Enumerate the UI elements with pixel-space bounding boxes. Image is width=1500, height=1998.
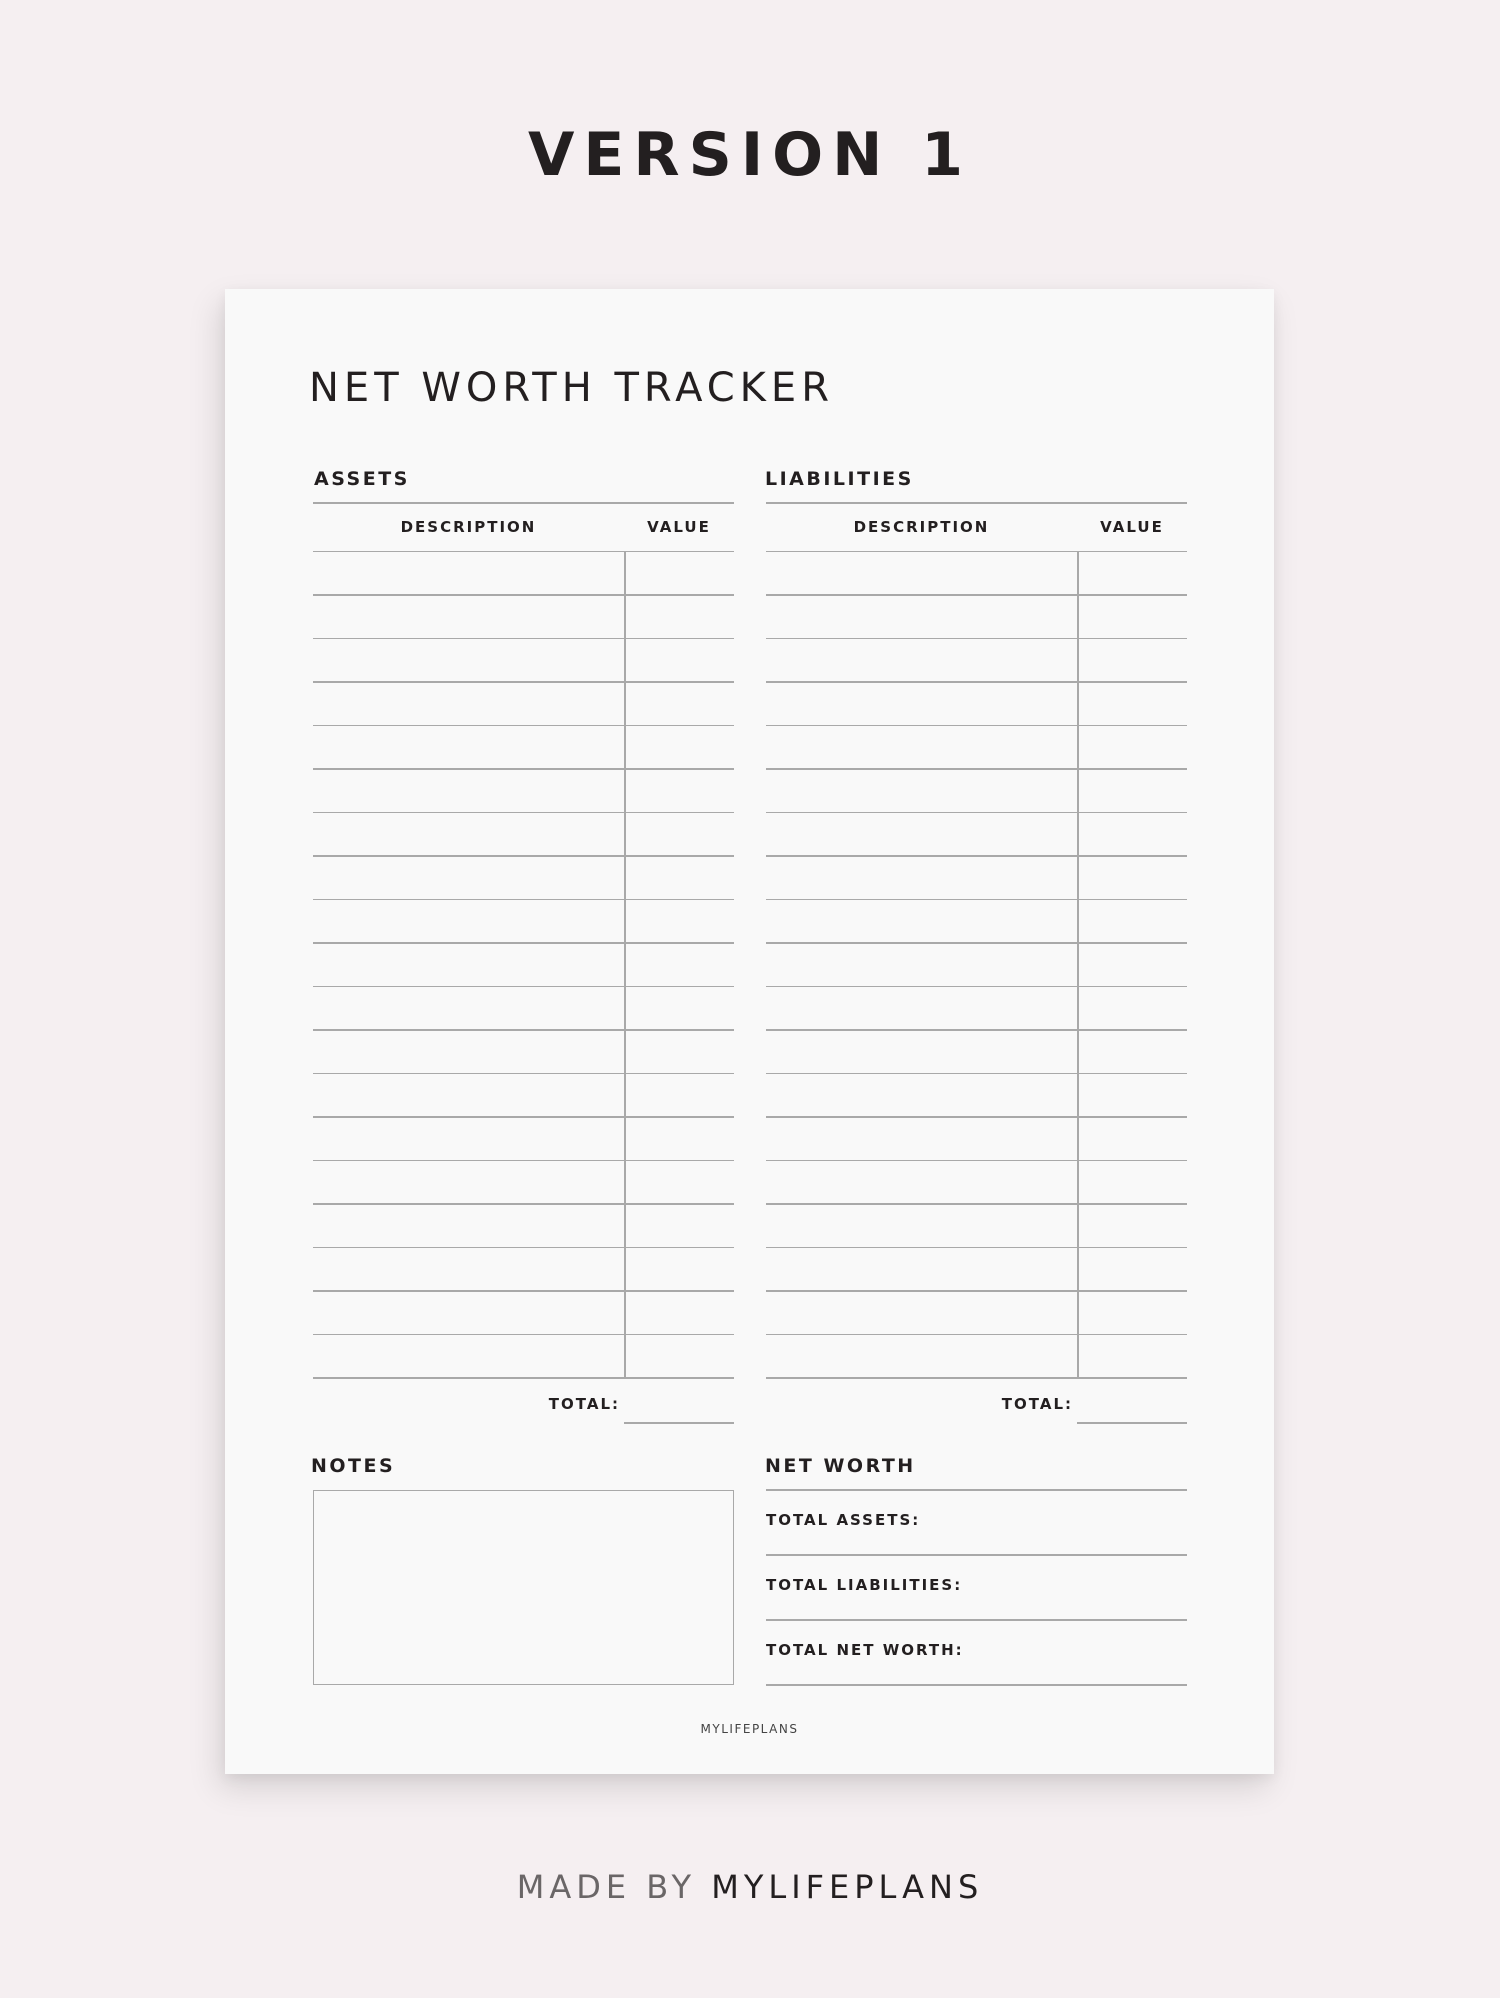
liabilities-row-value-cell[interactable] [1080,553,1187,594]
liabilities-total-line[interactable] [1077,1422,1187,1424]
total-liabilities-line[interactable] [766,1619,1187,1621]
liabilities-row-description-cell[interactable] [766,1336,1075,1377]
liabilities-description-header: DESCRIPTION [853,518,990,536]
assets-value-header: VALUE [647,518,711,536]
notes-heading: NOTES [311,1455,396,1477]
liabilities-row-value-cell[interactable] [1080,1118,1187,1159]
assets-row-value-cell[interactable] [627,1118,734,1159]
liabilities-row-value-cell[interactable] [1080,683,1187,724]
assets-row-value-cell[interactable] [627,988,734,1029]
liabilities-row-description-cell[interactable] [766,683,1075,724]
assets-row-description-cell[interactable] [313,553,622,594]
net-worth-heading: NET WORTH [765,1455,916,1477]
assets-row-value-cell[interactable] [627,1162,734,1203]
liabilities-row-description-cell[interactable] [766,814,1075,855]
assets-row-value-cell[interactable] [627,814,734,855]
liabilities-row-value-cell[interactable] [1080,1292,1187,1333]
assets-row-description-cell[interactable] [313,1336,622,1377]
liabilities-column-divider [1077,551,1079,1377]
assets-row-description-cell[interactable] [313,770,622,811]
assets-row-description-cell[interactable] [313,857,622,898]
liabilities-row-description-cell[interactable] [766,1205,1075,1246]
net-worth-top-rule [766,1489,1187,1491]
liabilities-row-description-cell[interactable] [766,944,1075,985]
planner-sheet [225,289,1274,1774]
liabilities-row-value-cell[interactable] [1080,770,1187,811]
liabilities-row-value-cell[interactable] [1080,988,1187,1029]
assets-total-line[interactable] [624,1422,734,1424]
assets-row-rule [313,1377,734,1379]
liabilities-row-value-cell[interactable] [1080,1162,1187,1203]
assets-row-value-cell[interactable] [627,596,734,637]
liabilities-row-value-cell[interactable] [1080,727,1187,768]
liabilities-row-value-cell[interactable] [1080,1205,1187,1246]
liabilities-row-value-cell[interactable] [1080,857,1187,898]
liabilities-row-description-cell[interactable] [766,770,1075,811]
assets-row-description-cell[interactable] [313,1292,622,1333]
liabilities-row-rule [766,1377,1187,1379]
liabilities-table [766,502,1187,1377]
liabilities-row-description-cell[interactable] [766,727,1075,768]
assets-row-value-cell[interactable] [627,770,734,811]
liabilities-header-top-rule [766,502,1187,504]
assets-row-description-cell[interactable] [313,1118,622,1159]
liabilities-row-value-cell[interactable] [1080,901,1187,942]
assets-row-value-cell[interactable] [627,901,734,942]
assets-row-description-cell[interactable] [313,640,622,681]
assets-row-value-cell[interactable] [627,727,734,768]
net-worth-summary [766,1489,1187,1685]
made-by-brand: MYLIFEPLANS [711,1868,984,1906]
assets-row-description-cell[interactable] [313,1205,622,1246]
assets-row-value-cell[interactable] [627,640,734,681]
assets-row-description-cell[interactable] [313,944,622,985]
assets-table [313,502,734,1377]
liabilities-row-value-cell[interactable] [1080,944,1187,985]
liabilities-row-description-cell[interactable] [766,1118,1075,1159]
liabilities-row-value-cell[interactable] [1080,814,1187,855]
assets-row-value-cell[interactable] [627,1075,734,1116]
liabilities-row-description-cell[interactable] [766,857,1075,898]
liabilities-row-description-cell[interactable] [766,1075,1075,1116]
assets-row-value-cell[interactable] [627,553,734,594]
assets-row-value-cell[interactable] [627,1292,734,1333]
liabilities-row-value-cell[interactable] [1080,1336,1187,1377]
assets-row-description-cell[interactable] [313,901,622,942]
assets-total-label: TOTAL: [548,1395,620,1413]
assets-row-description-cell[interactable] [313,988,622,1029]
assets-description-header: DESCRIPTION [400,518,537,536]
assets-row-description-cell[interactable] [313,596,622,637]
liabilities-row-value-cell[interactable] [1080,640,1187,681]
liabilities-row-description-cell[interactable] [766,988,1075,1029]
assets-header-top-rule [313,502,734,504]
total-assets-label: TOTAL ASSETS: [766,1511,921,1529]
assets-row-description-cell[interactable] [313,1162,622,1203]
liabilities-row-value-cell[interactable] [1080,1031,1187,1072]
total-liabilities-label: TOTAL LIABILITIES: [766,1576,963,1594]
liabilities-row-description-cell[interactable] [766,596,1075,637]
assets-column-divider [624,551,626,1377]
liabilities-row-description-cell[interactable] [766,1031,1075,1072]
liabilities-row-description-cell[interactable] [766,1249,1075,1290]
liabilities-row-description-cell[interactable] [766,553,1075,594]
liabilities-row-value-cell[interactable] [1080,1075,1187,1116]
page-title: NET WORTH TRACKER [309,365,834,411]
assets-row-value-cell[interactable] [627,1031,734,1072]
assets-row-value-cell[interactable] [627,683,734,724]
liabilities-row-value-cell[interactable] [1080,596,1187,637]
made-by-caption [0,1868,1500,1906]
liabilities-row-description-cell[interactable] [766,901,1075,942]
total-assets-line[interactable] [766,1554,1187,1556]
assets-row-description-cell[interactable] [313,1075,622,1116]
assets-row-description-cell[interactable] [313,814,622,855]
liabilities-row-description-cell[interactable] [766,1292,1075,1333]
assets-row-value-cell[interactable] [627,1249,734,1290]
assets-row-value-cell[interactable] [627,1205,734,1246]
liabilities-value-header: VALUE [1100,518,1164,536]
total-net-worth-line[interactable] [766,1684,1187,1686]
made-by-prefix: MADE BY [516,1868,697,1906]
assets-row-value-cell[interactable] [627,1336,734,1377]
liabilities-row-description-cell[interactable] [766,640,1075,681]
liabilities-row-value-cell[interactable] [1080,1249,1187,1290]
assets-row-description-cell[interactable] [313,1031,622,1072]
assets-row-description-cell[interactable] [313,727,622,768]
sheet-footer-brand: MYLIFEPLANS [700,1722,799,1736]
version-title: VERSION 1 [527,120,973,190]
total-net-worth-label: TOTAL NET WORTH: [766,1641,964,1659]
liabilities-total-label: TOTAL: [1001,1395,1073,1413]
assets-row-description-cell[interactable] [313,1249,622,1290]
liabilities-row-description-cell[interactable] [766,1162,1075,1203]
assets-row-description-cell[interactable] [313,683,622,724]
assets-heading: ASSETS [314,468,410,490]
notes-box[interactable] [313,1490,734,1685]
assets-row-value-cell[interactable] [627,857,734,898]
liabilities-heading: LIABILITIES [765,468,914,490]
assets-row-value-cell[interactable] [627,944,734,985]
